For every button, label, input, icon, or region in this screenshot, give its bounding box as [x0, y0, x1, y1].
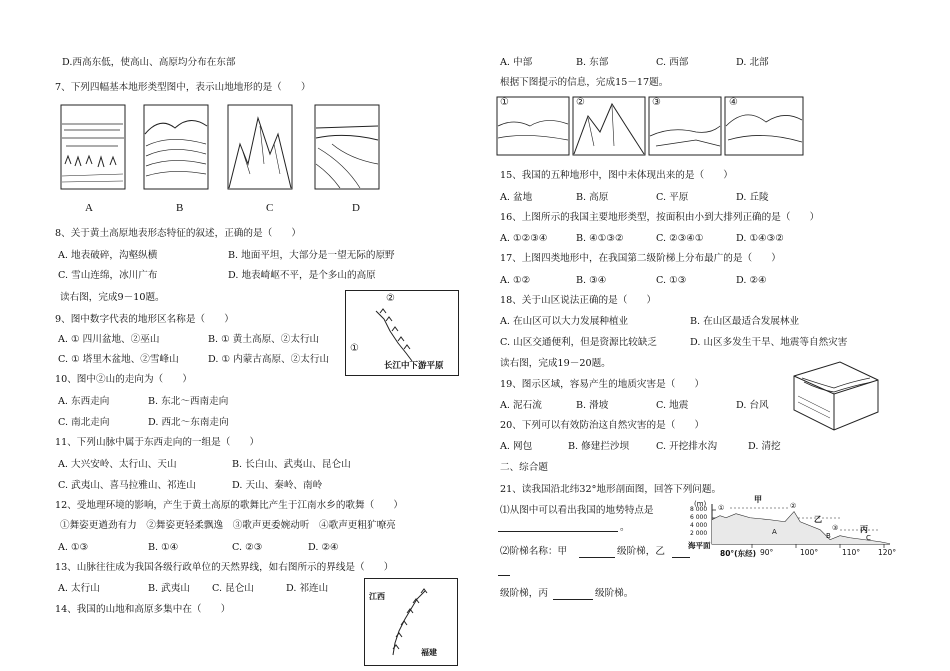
question-12: 12、受地理环境的影响，产生于黄土高原的歌舞比产生于江南水乡的歌舞（ ） — [55, 500, 403, 511]
picture-c-frame — [228, 105, 292, 189]
q19-option-c: C. 地震 — [656, 400, 689, 411]
q10-option-b: B. 东北～西南走向 — [148, 396, 229, 407]
q16-option-c: C. ②③④① — [656, 233, 704, 244]
pic-num-4: ④ — [729, 97, 738, 108]
profile-point-a: A — [772, 528, 777, 536]
q11-option-a: A. 大兴安岭、太行山、天山 — [58, 459, 177, 470]
q13-option-b: B. 武夷山 — [148, 583, 190, 594]
landform-strip — [496, 96, 806, 162]
q20-option-b: B. 修建拦沙坝 — [568, 441, 630, 452]
profile-lon-100: 100° — [800, 548, 819, 557]
q21-part-2c: 级阶梯，丙 — [500, 588, 548, 599]
q18-option-a: A. 在山区可以大力发展种植业 — [500, 316, 629, 327]
map1-label-1: ① — [350, 343, 359, 354]
q13-option-c: C. 昆仑山 — [212, 583, 254, 594]
picture-a-frame — [61, 105, 125, 189]
profile-y-8000: 8 000 — [690, 506, 708, 513]
section-2-heading: 二、综合题 — [500, 462, 548, 473]
question-9: 9、图中数字代表的地形区名称是（ ） — [55, 314, 234, 325]
q20-option-c: C. 开挖排水沟 — [656, 441, 718, 452]
profile-circle-3: ③ — [832, 524, 839, 532]
profile-label-yi: 乙 — [814, 515, 822, 524]
q11-option-c: C. 武夷山、喜马拉雅山、祁连山 — [58, 480, 196, 491]
slope-block-diagram — [790, 356, 880, 436]
q14-option-d: D. 北部 — [736, 57, 769, 68]
pic-num-3: ③ — [652, 97, 661, 108]
q17-option-a: A. ①② — [500, 275, 531, 286]
q15-option-b: B. 高原 — [576, 192, 609, 203]
q15-option-d: D. 丘陵 — [736, 192, 769, 203]
q13-option-d: D. 祁连山 — [286, 583, 329, 594]
map2-label-jiangxi: 江西 — [369, 592, 385, 601]
q10-option-a: A. 东西走向 — [58, 396, 110, 407]
q14-option-c: C. 西部 — [656, 57, 689, 68]
q9-option-c: C. ① 塔里木盆地、②雪峰山 — [58, 354, 179, 365]
profile-circle-1: ① — [718, 504, 725, 512]
q18-option-b: B. 在山区最适合发展林业 — [690, 316, 800, 327]
q8-option-a: A. 地表破碎，沟壑纵横 — [58, 250, 158, 261]
q18-option-d: D. 山区多发生干旱、地震等自然灾害 — [690, 337, 848, 348]
slope-block-drawing — [790, 356, 880, 432]
q9-option-d: D. ① 内蒙古高原、②太行山 — [208, 354, 330, 365]
q15-option-a: A. 盆地 — [500, 192, 533, 203]
map-three-gorges — [345, 290, 459, 376]
read-instruction-15-17: 根据下图提示的信息，完成15－17题。 — [500, 77, 669, 88]
q11-option-b: B. 长白山、武夷山、昆仑山 — [232, 459, 351, 470]
question-16: 16、上图所示的我国主要地形类型，按面积由小到大排列正确的是（ ） — [500, 212, 820, 223]
question-13: 13、山脉往往成为我国各级行政单位的天然界线，如右图所示的界线是（ ） — [55, 562, 394, 573]
profile-label-bing: 丙 — [860, 525, 868, 534]
q16-option-b: B. ④①③② — [576, 233, 624, 244]
q10-option-c: C. 南北走向 — [58, 417, 110, 428]
question-11: 11、下列山脉中属于东西走向的一组是（ ） — [55, 437, 260, 448]
q18-option-c: C. 山区交通便利，但是资源比较缺乏 — [500, 337, 658, 348]
q8-option-b: B. 地面平坦，大部分是一望无际的原野 — [228, 250, 395, 261]
q7-label-a: A — [85, 202, 93, 214]
picture-d-frame — [315, 105, 379, 189]
q7-landform-pictures — [60, 104, 390, 220]
q20-option-d: D. 清挖 — [748, 441, 781, 452]
q19-option-a: A. 泥石流 — [500, 400, 542, 411]
pic-num-2: ② — [576, 97, 585, 108]
profile-lon-120: 120° — [878, 548, 897, 557]
landform-drawings — [60, 104, 390, 216]
question-10: 10、图中②山的走向为（ ） — [55, 374, 192, 385]
landform-strip-drawings — [496, 96, 806, 158]
map1-label-2: ② — [386, 293, 395, 304]
yi-blank-end[interactable] — [498, 575, 510, 576]
q19-option-d: D. 台风 — [736, 400, 769, 411]
terrain-profile-32n — [688, 495, 900, 562]
q21-part-2b: 级阶梯，乙 — [617, 546, 665, 557]
q21-part-1-end: 。 — [620, 522, 630, 533]
question-18: 18、关于山区说法正确的是（ ） — [500, 295, 657, 306]
profile-y-6000: 6 000 — [690, 514, 708, 521]
q21-part-1: ⑴从图中可以看出我国的地势特点是 — [500, 505, 654, 516]
profile-unit-m: (m) — [694, 500, 707, 508]
picture-b-frame — [144, 105, 208, 189]
question-20: 20、下列可以有效防治这自然灾害的是（ ） — [500, 420, 705, 431]
q12-option-b: B. ①④ — [148, 542, 179, 553]
q8-option-d: D. 地表崎岖不平，是个多山的高原 — [228, 270, 376, 281]
question-7: 7、下列四幅基本地形类型图中，表示山地地形的是（ ） — [55, 82, 311, 93]
q14-option-a: A. 中部 — [500, 57, 533, 68]
q17-option-d: D. ②④ — [736, 275, 767, 286]
q12-items: ①舞姿更遒劲有力 ②舞姿更轻柔飘逸 ③歌声更委婉动听 ④歌声更粗犷嘹亮 — [60, 520, 396, 531]
pic-num-1: ① — [500, 97, 509, 108]
q9-option-a: A. ① 四川盆地、②巫山 — [58, 334, 160, 345]
q7-label-b: B — [176, 202, 184, 214]
profile-lon-110: 110° — [842, 548, 861, 557]
map1-caption: 长江中下游平原 — [384, 361, 444, 371]
q7-label-c: C — [266, 202, 274, 214]
profile-point-c: C — [866, 534, 871, 542]
map2-label-fujian: 福建 — [421, 648, 437, 657]
read-instruction-19-20: 读右图，完成19－20题。 — [500, 358, 611, 369]
q16-option-a: A. ①②③④ — [500, 233, 548, 244]
profile-y-2000: 2 000 — [690, 530, 708, 537]
question-8: 8、关于黄土高原地表形态特征的叙述，正确的是（ ） — [55, 228, 301, 239]
q9-option-b: B. ① 黄土高原、②太行山 — [208, 334, 320, 345]
q12-option-c: C. ②③ — [232, 542, 263, 553]
question-17: 17、上图四类地形中，在我国第二级阶梯上分布最广的是（ ） — [500, 253, 781, 264]
q13-option-a: A. 太行山 — [58, 583, 100, 594]
q10-option-d: D. 西北～东南走向 — [148, 417, 229, 428]
q16-option-d: D. ①④③② — [736, 233, 784, 244]
profile-y-4000: 4 000 — [690, 522, 708, 529]
q19-option-b: B. 滑坡 — [576, 400, 609, 411]
profile-label-jia: 甲 — [754, 495, 762, 504]
q14-option-b: B. 东部 — [576, 57, 609, 68]
q6-option-d: D.西高东低，使高山、高原均分布在东部 — [62, 57, 236, 68]
q21-part-2d: 级阶梯。 — [595, 588, 634, 599]
question-19: 19、图示区域，容易产生的地质灾害是（ ） — [500, 379, 705, 390]
read-instruction-9-10: 读右图，完成9－10题。 — [60, 292, 165, 303]
profile-lon-80: 80°(东经) — [720, 549, 757, 558]
q17-option-b: B. ③④ — [576, 275, 607, 286]
question-14: 14、我国的山地和高原多集中在（ ） — [55, 604, 231, 615]
q7-label-d: D — [352, 202, 360, 214]
profile-circle-2: ② — [790, 502, 797, 510]
q21-part-2a: ⑵阶梯名称：甲 — [500, 546, 568, 557]
profile-sea-level: 海平面 — [688, 541, 711, 550]
bing-blank[interactable] — [553, 599, 593, 600]
q11-option-d: D. 天山、秦岭、南岭 — [232, 480, 323, 491]
yi-blank-start[interactable] — [672, 557, 690, 558]
q20-option-a: A. 网包 — [500, 441, 533, 452]
jia-blank[interactable] — [579, 557, 615, 558]
q12-option-a: A. ①③ — [58, 542, 89, 553]
map-jiangxi-fujian — [364, 578, 458, 666]
q21-part-1-blank[interactable] — [498, 531, 618, 532]
profile-point-b: B — [826, 532, 831, 540]
q12-option-d: D. ②④ — [308, 542, 339, 553]
q8-option-c: C. 雪山连绵，冰川广布 — [58, 270, 158, 281]
question-21: 21、读我国沿北纬32°地形剖面图，回答下列问题。 — [500, 484, 722, 495]
question-15: 15、我国的五种地形中，图中未体现出来的是（ ） — [500, 170, 733, 181]
q15-option-c: C. 平原 — [656, 192, 689, 203]
q17-option-c: C. ①③ — [656, 275, 687, 286]
profile-lon-90: 90° — [760, 548, 774, 557]
